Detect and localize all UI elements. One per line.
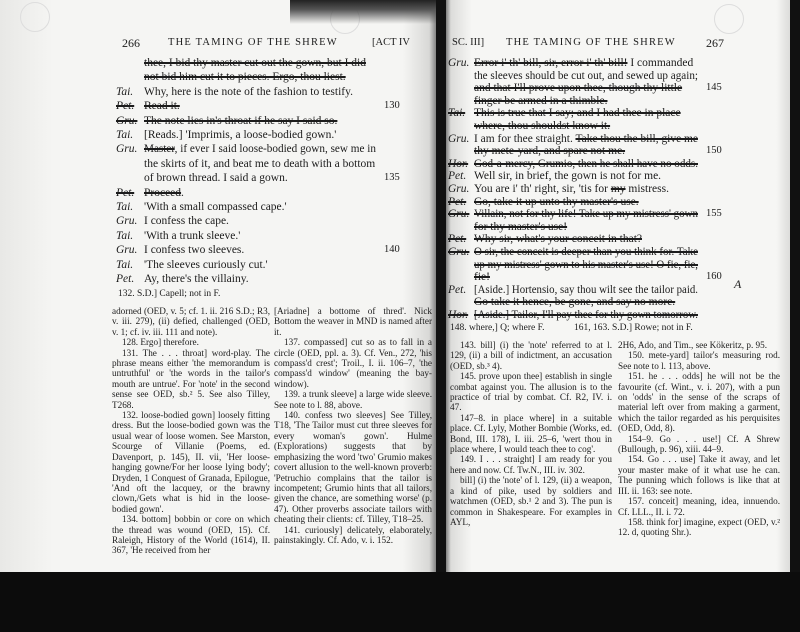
text-segment: [Reads.] 'Imprimis, a loose-bodied gown.': [144, 129, 337, 141]
speaker-name: Gru.: [116, 215, 138, 228]
speaker-name: Gru.: [116, 244, 138, 257]
text-segment: 'With a small compassed cape.': [144, 201, 287, 213]
verse-line: [0, 157, 438, 171]
speaker-name: Pet.: [116, 186, 135, 199]
commentary-note: 137. compassed] cut so as to fall in a circle (OED, ppl. a. 3). Cf. Ven., 272, 'his compass'd crest'; Troil., I. ii. 106–7, 'the compass'd window' (meaning the bay-window).: [274, 337, 432, 389]
page-number: 267: [706, 36, 724, 50]
verse-line: [444, 308, 790, 322]
line-text: [144, 56, 366, 70]
speaker-name: Gru.: [116, 143, 138, 156]
line-text: [144, 186, 184, 200]
commentary-note: 143. bill] (i) the 'note' referred to at l. 129, (ii) a bill of indictment, an accusation (OED, sb.³ 4).: [450, 340, 612, 371]
page-number: 266: [122, 36, 140, 50]
text-segment: I am for thee straight.: [474, 132, 576, 145]
text-segment: I confess the cape.: [144, 215, 229, 228]
text-segment: 'With a trunk sleeve.': [144, 229, 241, 242]
commentary-note: 131. The . . . throat] word-play. The phrase means either 'the memorandum is untruthful' or 'the words in the tailor's mouth are untrue'. For 'note' in the second sense see OED, sb.² 5. See also Tilley, T268.: [112, 347, 270, 410]
speaker-name: Tai.: [116, 258, 134, 271]
text-segment: Ay, there's the villainy.: [144, 273, 249, 285]
speaker-name: Tai.: [448, 107, 466, 120]
struck-text: God-a-mercy, Grumio, then he shall have no odds.: [474, 157, 699, 170]
text-segment: , if ever I said loose-bodied gown, sew me in: [174, 143, 377, 156]
line-number: 160: [706, 271, 722, 283]
struck-text: Take thou the bill, give me: [575, 132, 698, 145]
struck-text: where, thou shouldst know it.: [474, 120, 611, 132]
speaker-name: Gru.: [116, 114, 138, 127]
text-segment: You are i' th' right, sir, 'tis for: [474, 183, 611, 195]
verse-line: [0, 114, 438, 128]
speaker-name: Gru.: [448, 132, 470, 145]
line-text: [474, 308, 698, 322]
struck-text: my: [610, 183, 626, 195]
commentary-note: 132. loose-bodied gown] loosely fitting dress. But the loose-bodied gown was the usual wear of loose women. See Marston, Scourge of Villanie (Poems, ed. Davenport, p. 145), II. vii, 'Her loose-hanging gowne/For her loose lying body'; Dryden, 1 Conquest of Granada, Epilogue, 'And oft the lacquey, or the brawny clown,/Gets what is hid in the loose-bodied gown'.: [112, 410, 270, 514]
commentary-note: [Ariadne] a bottome of thred'. Nick Bottom the weaver in MND is named after it.: [274, 306, 432, 337]
speaker-name: Hor.: [448, 309, 469, 321]
commentary-note: 140. confess two sleeves] See Tilley, T18, 'The Tailor must cut three sleeves for every woman's gown'. Hulme (Explorations) suggests that by emphasizing the word 'two' Grumio makes covert allusion to the well-known proverb: 'Petruchio complains that the tailor is incompetent; Grumio hints that all tailors, given the chance, are something worse' (p. 47). Other proverbs associate tailors with cheating their clients: cf. Tilley, T18–25.: [274, 410, 432, 525]
line-number: 145: [706, 82, 722, 94]
struck-text: O sir, the conceit is deeper than you think for. Take: [474, 246, 699, 258]
scan-edge: [790, 0, 800, 619]
line-text: [144, 272, 249, 286]
speaker-name: Hor.: [448, 157, 469, 170]
struck-text: and that I'll prove upon thee, though thy little: [474, 82, 683, 95]
text-segment: 'The sleeves curiously cut.': [144, 258, 268, 271]
line-text: [144, 99, 180, 113]
speaker-name: Pet.: [448, 195, 467, 208]
commentary-note: 154. Go . . . use] Take it away, and let your master make of it what use he can. The punning which follows is like that at III. ii. 163: see note.: [618, 454, 780, 496]
verse-line: [0, 229, 438, 243]
commentary-column-1: [450, 340, 612, 527]
struck-text: [Aside.] Tailor, I'll pay thee for thy gown tomorrow.: [474, 309, 699, 321]
verse-line: [0, 99, 438, 113]
speaker-name: Gru.: [448, 57, 470, 69]
speaker-name: Pet.: [448, 283, 467, 296]
speaker-name: Tai.: [116, 85, 134, 98]
commentary-note: adorned (OED, v. 5; cf. 1. ii. 216 S.D.; R3, v. iii. 279), (ii) defied, challenged (OED, v. 1; cf. iv. iii. 111 and note).: [112, 306, 270, 337]
struck-text: fie!: [474, 271, 490, 284]
verse-line: [0, 85, 438, 99]
commentary-note: 154–9. Go . . . use!] Cf. A Shrew (Bullough, p. 96), xiii. 44–9.: [618, 433, 780, 455]
speaker-name: Gru.: [448, 183, 470, 195]
verse-line: [0, 200, 438, 214]
verse-line: [0, 142, 438, 156]
commentary-column-2: [274, 306, 432, 545]
line-text: [144, 114, 337, 128]
line-number: 150: [706, 145, 722, 157]
line-text: [144, 243, 244, 257]
text-segment: the sleeves should be cut out, and sewed up again;: [474, 69, 699, 82]
speaker-name: Pet.: [116, 100, 135, 113]
struck-text: The note lies in's throat if he say I said so.: [144, 114, 338, 127]
running-title: THE TAMING OF THE SHREW: [168, 37, 338, 48]
line-text: [144, 142, 376, 156]
act-label: [ACT IV: [372, 37, 411, 48]
verse-line: [0, 243, 438, 257]
commentary-note: 128. Ergo] therefore.: [122, 337, 199, 348]
verse-line: [0, 214, 438, 228]
textual-footnote: 132. S.D.] Capell; not in F.: [118, 289, 221, 299]
line-number: 135: [384, 172, 400, 184]
struck-text: thee, I bid thy master cut out the gown, but I did: [144, 57, 366, 69]
scene-label: SC. III]: [452, 37, 485, 48]
verse-line: [0, 171, 438, 185]
commentary-note: 157. conceit] meaning, idea, innuendo. Cf. LLL., II. i. 72.: [618, 496, 780, 517]
text-segment: the skirts of it, and beat me to death with a bottom: [144, 157, 376, 170]
verse-line: [0, 70, 438, 84]
text-segment: Well sir, in brief, the gown is not for me.: [474, 170, 662, 183]
commentary-note: 134. bottom] bobbin or core on which the thread was wound (OED, 15). Cf. Raleigh, History of the World (1614), II. 367, 'He received from her: [112, 514, 270, 556]
struck-text: Villain, not for thy life! Take up my mistress' gown: [474, 208, 699, 221]
verse-line: [0, 186, 438, 200]
running-title: THE TAMING OF THE SHREW: [506, 37, 676, 48]
verse-line: [0, 128, 438, 142]
struck-text: This is true that I say; and I had thee in place: [474, 107, 681, 120]
commentary-note: bill] (i) the 'note' of l. 129, (ii) a weapon, a kind of pike, used by soldiers and watchmen (OED, sb.¹ 2 and 3). The pun is common in Shakespeare. For examples in AYL,: [450, 475, 612, 527]
text-segment: I commanded: [627, 57, 694, 69]
line-number: 130: [384, 100, 400, 112]
struck-text: up my mistress' gown to his master's use! O fie, fie,: [474, 258, 698, 271]
textual-footnote: 161, 163. S.D.] Rowe; not in F.: [574, 323, 693, 333]
text-segment: I confess two sleeves.: [144, 244, 245, 257]
commentary-note: 149. I . . . straight] I am ready for you here and now. Cf. Tw.N., III. iv. 302.: [450, 454, 612, 475]
struck-text: finger be armed in a thimble.: [474, 94, 608, 107]
struck-text: Why sir, what's your conceit in that?: [474, 233, 642, 246]
line-text: [144, 157, 375, 171]
struck-text: Go take it hence, be gone, and say no more.: [474, 296, 676, 309]
line-text: [144, 229, 240, 243]
speaker-name: Gru.: [448, 208, 470, 221]
commentary-note: 147–8. in place where] in a suitable place. Cf. Lyly, Mother Bombie (Works, ed. Bond, III. 178), I. iii. 25–6, 'wert thou in place where, I would teach thee to cog'.: [450, 412, 612, 455]
commentary-column-1: [112, 306, 270, 556]
scan-bottom-shadow: [0, 572, 800, 632]
text-segment: .: [181, 186, 184, 199]
text-segment: [Aside.] Hortensio, say thou wilt see the tailor paid.: [474, 283, 698, 296]
line-text: [144, 85, 353, 99]
struck-text: thy mete-yard, and spare not me.: [474, 145, 626, 158]
struck-text: not bid him cut it to pieces. Ergo, thou liest.: [144, 71, 346, 84]
struck-text: for thy master's use!: [474, 220, 568, 233]
line-number: 140: [384, 244, 400, 256]
line-text: [144, 258, 268, 272]
punch-hole: [20, 2, 50, 32]
verse-line: [0, 258, 438, 272]
text-segment: of brown thread. I said a gown.: [144, 172, 288, 185]
commentary-note: 141. curiously] delicately, elaborately, painstakingly. Cf. Ado, v. i. 152.: [274, 524, 432, 545]
speaker-name: Gru.: [448, 246, 470, 258]
speaker-name: Pet.: [448, 170, 467, 183]
commentary-note: 150. mete-yard] tailor's measuring rod. See note to l. 113, above.: [618, 350, 780, 371]
commentary-note: 139. a trunk sleeve] a large wide sleeve. See note to l. 88, above.: [274, 389, 432, 410]
margin-annotation: A: [734, 277, 742, 291]
commentary-note: 158. think for] imagine, expect (OED, v.² 12. d, quoting Shr.).: [618, 516, 780, 538]
speaker-name: Tai.: [116, 129, 134, 141]
book-gutter: [436, 0, 446, 619]
speaker-name: Tai.: [116, 229, 134, 242]
text-segment: mistress.: [625, 183, 669, 195]
textual-footnote: 148. where,] Q; where F.: [450, 323, 545, 333]
line-number: 155: [706, 208, 722, 220]
right-page: [444, 0, 790, 590]
speaker-name: Pet.: [116, 273, 135, 285]
commentary-note: 145. prove upon thee] establish in single combat against you. The allusion is to the practice of trial by combat. Cf. R2, IV. i. 47.: [450, 371, 612, 413]
line-text: [144, 200, 287, 214]
struck-text: Go, take it up unto thy master's use.: [474, 195, 639, 208]
struck-text: Master: [144, 143, 175, 156]
speaker-name: Pet.: [448, 233, 467, 246]
struck-text: Proceed: [144, 186, 182, 199]
line-text: [144, 171, 288, 185]
struck-text: Read it.: [144, 100, 180, 113]
commentary-note: 151. he . . . odds] he will not be the favourite (cf. Wint., v. i. 207), with a pun on 'odds' in the sense of the scraps of material left over from making a garment, which the tailor regarded as his perquisites (OED, Odd, 8).: [618, 371, 780, 434]
line-text: [144, 214, 229, 228]
punch-hole: [714, 4, 744, 34]
commentary-column-2: [618, 340, 780, 538]
verse-line: [0, 56, 438, 70]
line-text: [144, 70, 346, 84]
struck-text: Error i' th' bill, sir, error i' th' bill!: [474, 57, 628, 69]
verse-line: [0, 272, 438, 286]
commentary-note: 2H6, Ado, and Tim., see Kökeritz, p. 95.: [618, 340, 768, 350]
scan-shadow: [290, 0, 440, 24]
line-text: [144, 128, 336, 142]
speaker-name: Tai.: [116, 201, 134, 213]
text-segment: Why, here is the note of the fashion to testify.: [144, 85, 353, 98]
